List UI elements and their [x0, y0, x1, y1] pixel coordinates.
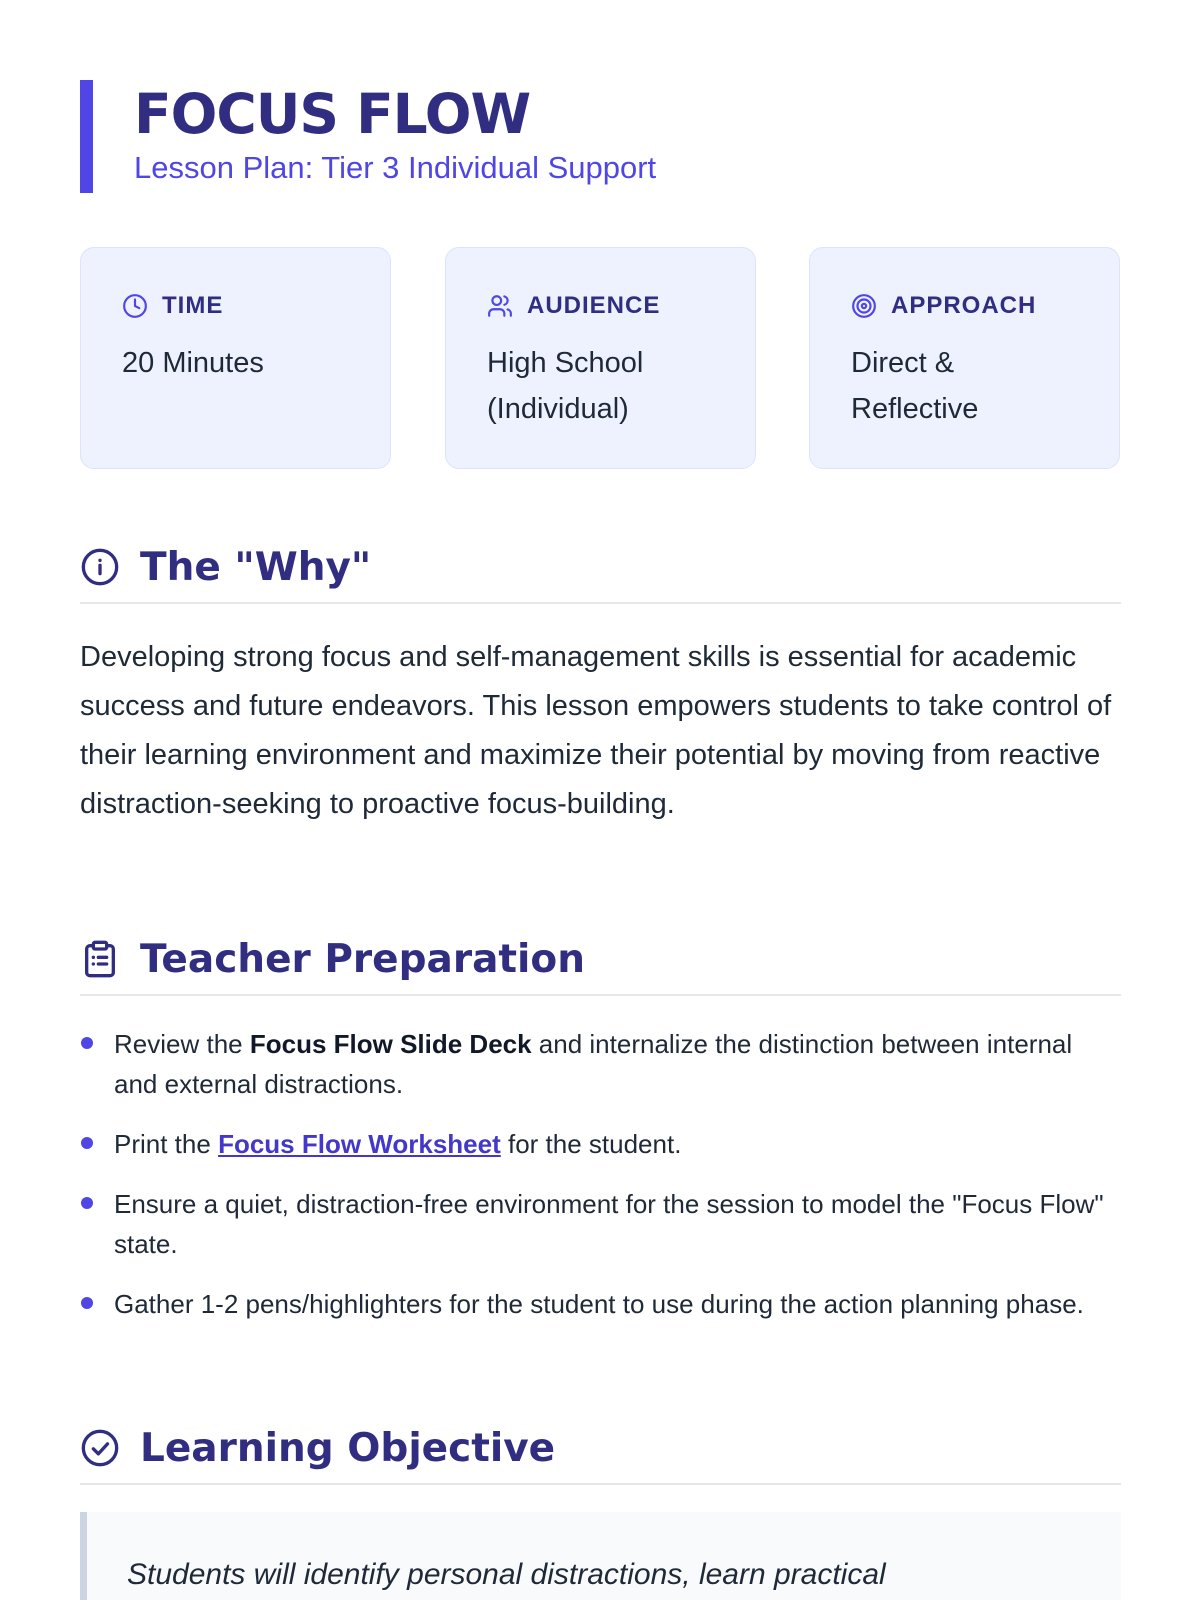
bullet-dot: [81, 1037, 93, 1049]
item-text: for the student.: [500, 1129, 682, 1159]
prep-section-header: [80, 924, 1121, 996]
item-text: Print the: [114, 1129, 219, 1159]
prep-list: [80, 1024, 1121, 1344]
item-text: and internalize the distinction between internal and external distractions.: [114, 1029, 1073, 1099]
item-text: Review the: [114, 1029, 250, 1059]
clock-icon: [122, 293, 148, 319]
check-circle-icon: [80, 1428, 120, 1468]
bullet-dot: [81, 1197, 93, 1209]
list-item: [80, 1124, 1121, 1164]
lesson-plan-page: [80, 80, 1121, 1591]
approach-value: Direct & Reflective: [851, 347, 979, 425]
objective-text: Students will identify personal distractions, learn practical: [127, 1558, 886, 1591]
objective-section-header: [80, 1413, 1121, 1485]
item-text: Ensure a quiet, distraction-free environment for the session to model the "Focus Flow" state.: [114, 1189, 1104, 1259]
audience-card: [445, 247, 756, 469]
page-header: [80, 80, 1121, 194]
why-section-header: [80, 532, 1121, 604]
time-card-label: [122, 290, 350, 322]
audience-value: High School (Individual): [487, 347, 644, 425]
page-title: FOCUS FLOW: [134, 82, 531, 146]
list-item: [80, 1024, 1121, 1104]
bullet-dot: [81, 1137, 93, 1149]
target-icon: [851, 293, 877, 319]
bullet-dot: [81, 1297, 93, 1309]
time-card: [80, 247, 391, 469]
header-accent-bar: [80, 80, 93, 193]
time-label-text: TIME: [162, 292, 224, 319]
why-paragraph: Developing strong focus and self-management skills is essential for academic success and future endeavors. This lesson empowers students to take control of their learning environment and maximize their potential by moving from reactive distraction-seeking to proactive focus-building.: [80, 641, 1112, 820]
time-value: 20 Minutes: [122, 347, 264, 379]
approach-card-label: [851, 290, 1079, 322]
approach-card: [809, 247, 1120, 469]
approach-label-text: APPROACH: [891, 292, 1037, 319]
users-icon: [487, 293, 513, 319]
page-subtitle: Lesson Plan: Tier 3 Individual Support: [134, 150, 657, 185]
audience-card-label: [487, 290, 715, 322]
why-section-title: The "Why": [140, 544, 372, 590]
objective-section-title: Learning Objective: [140, 1425, 556, 1471]
info-icon: [80, 547, 120, 587]
objective-box: [80, 1512, 1121, 1600]
list-item: [80, 1284, 1121, 1324]
worksheet-link[interactable]: Focus Flow Worksheet: [218, 1129, 501, 1159]
info-cards: [80, 247, 1121, 469]
audience-label-text: AUDIENCE: [527, 292, 661, 319]
list-item: [80, 1184, 1121, 1264]
clipboard-icon: [80, 939, 120, 979]
item-text: Gather 1-2 pens/highlighters for the student to use during the action planning phase.: [114, 1289, 1084, 1319]
prep-section-title: Teacher Preparation: [140, 936, 585, 982]
slide-deck-name: Focus Flow Slide Deck: [249, 1029, 532, 1059]
